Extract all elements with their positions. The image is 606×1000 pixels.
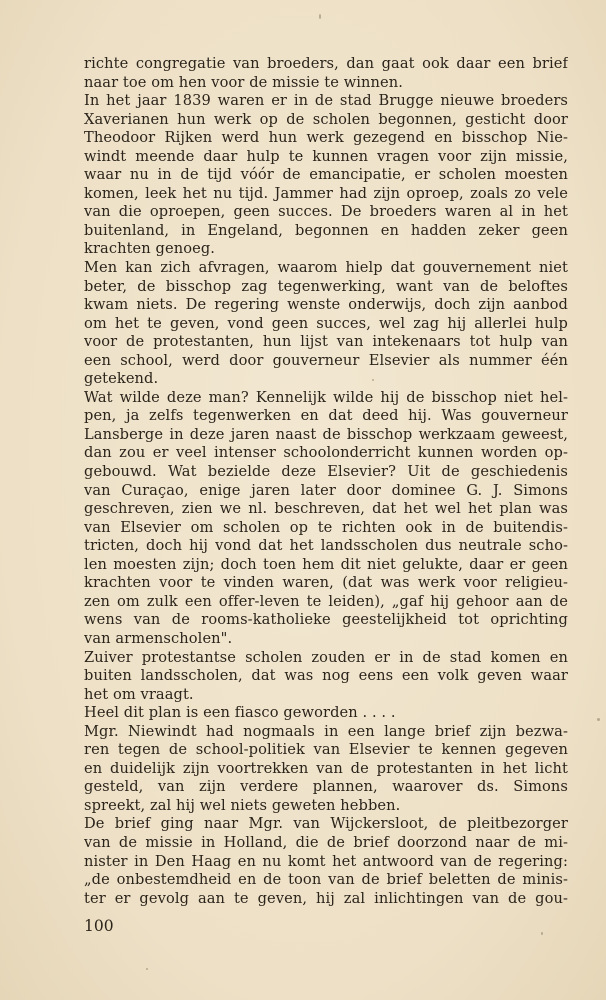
text-line: ren tegen de school-politiek van Elsevier te kennen gegeven <box>84 741 568 759</box>
text-line: en duidelijk zijn voortrekken van de protestanten in het licht <box>84 759 568 777</box>
text-line: windt meende daar hulp te kunnen vragen voor zijn missie, <box>84 147 568 165</box>
text-line: Theodoor Rijken werd hun werk gezegend en bisschop Nie- <box>84 129 568 147</box>
text-line: In het jaar 1839 waren er in de stad Brugge nieuwe broeders <box>84 92 568 110</box>
text-line: het om vraagt. <box>84 685 194 703</box>
text-line: waar nu in de tijd vóór de emancipatie, er scholen moesten <box>84 166 568 184</box>
text-line: van die oproepen, geen succes. De broeders waren al in het <box>84 203 568 221</box>
text-line: geschreven, zien we nl. beschreven, dat het wel het plan was <box>84 500 568 518</box>
text-line: wens van de rooms-katholieke geestelijkheid tot oprichting <box>84 611 568 629</box>
text-line: Lansberge in deze jaren naast de bisschop werkzaam geweest, <box>84 425 568 443</box>
paper-speck <box>146 968 148 970</box>
text-line: ter er gevolg aan te geven, hij zal inlichtingen van de gou- <box>84 889 568 907</box>
text-line: richte congregatie van broeders, dan gaat ook daar een brief <box>84 55 568 72</box>
text-line: Mgr. Niewindt had nogmaals in een lange brief zijn bezwa- <box>84 722 568 740</box>
text-line: Men kan zich afvragen, waarom hielp dat gouvernement niet <box>84 259 568 277</box>
text-line: voor de protestanten, hun lijst van intekenaars tot hulp van <box>84 333 568 351</box>
text-line: spreekt, zal hij wel niets geweten hebben. <box>84 796 401 814</box>
text-line: om het te geven, vond geen succes, wel zag hij allerlei hulp <box>84 314 568 332</box>
text-line: Xaverianen hun werk op de scholen begonnen, gesticht door <box>84 110 568 128</box>
text-line: van Curaçao, enige jaren later door dominee G. J. Simons <box>84 481 568 499</box>
text-line: len moesten zijn; doch toen hem dit niet gelukte, daar er geen <box>84 555 568 573</box>
text-line: van armenscholen". <box>84 629 233 647</box>
text-line: tricten, doch hij vond dat het landsscholen dus neutrale scho- <box>84 537 568 555</box>
text-line: buiten landsscholen, dat was nog eens een volk geven waar <box>84 667 568 685</box>
text-line: krachten voor te vinden waren, (dat was werk voor religieu- <box>84 574 568 592</box>
text-line: Wat wilde deze man? Kennelijk wilde hij de bisschop niet hel- <box>84 388 568 406</box>
text-line: van de missie in Holland, die de brief doorzond naar de mi- <box>84 833 568 851</box>
text-line: pen, ja zelfs tegenwerken en dat deed hij. Was gouverneur <box>84 407 568 425</box>
page-number: 100 <box>84 917 114 935</box>
text-line: Zuiver protestantse scholen zouden er in de stad komen en <box>84 648 568 666</box>
paper-speck <box>319 14 321 19</box>
text-line: „de onbestemdheid en de toon van de brief beletten de minis- <box>84 871 568 889</box>
text-line: beter, de bisschop zag tegenwerking, want van de beloftes <box>84 277 568 295</box>
text-line: zen om zulk een offer-leven te leiden), „gaf hij gehoor aan de <box>84 592 568 610</box>
paper-speck <box>597 718 600 721</box>
text-line: dan zou er veel intenser schoolonderricht kunnen worden op- <box>84 444 568 462</box>
paper-speck <box>541 932 543 935</box>
text-line: nister in Den Haag en nu komt het antwoord van de regering: <box>84 852 568 870</box>
text-line: getekend. <box>84 370 159 388</box>
text-line: De brief ging naar Mgr. van Wijckersloot, de pleitbezorger <box>84 815 568 833</box>
text-line: een school, werd door gouverneur Elsevier als nummer één <box>84 351 568 369</box>
text-line: kwam niets. De regering wenste onderwijs, doch zijn aanbod <box>84 296 568 314</box>
text-line: naar toe om hen voor de missie te winnen. <box>84 73 404 91</box>
paper-speck <box>372 379 374 381</box>
text-line: komen, leek het nu tijd. Jammer had zijn oproep, zoals zo vele <box>84 184 568 202</box>
text-line: buitenland, in Engeland, begonnen en hadden zeker geen <box>84 221 568 239</box>
text-line: krachten genoeg. <box>84 240 216 258</box>
text-line: Heel dit plan is een fiasco geworden . . . . <box>84 704 396 722</box>
text-line: gesteld, van zijn verdere plannen, waarover ds. Simons <box>84 778 568 796</box>
text-line: gebouwd. Wat bezielde deze Elsevier? Uit de geschiedenis <box>84 463 568 481</box>
text-line: van Elsevier om scholen op te richten ook in de buitendis- <box>84 518 568 536</box>
body-text <box>84 55 568 908</box>
